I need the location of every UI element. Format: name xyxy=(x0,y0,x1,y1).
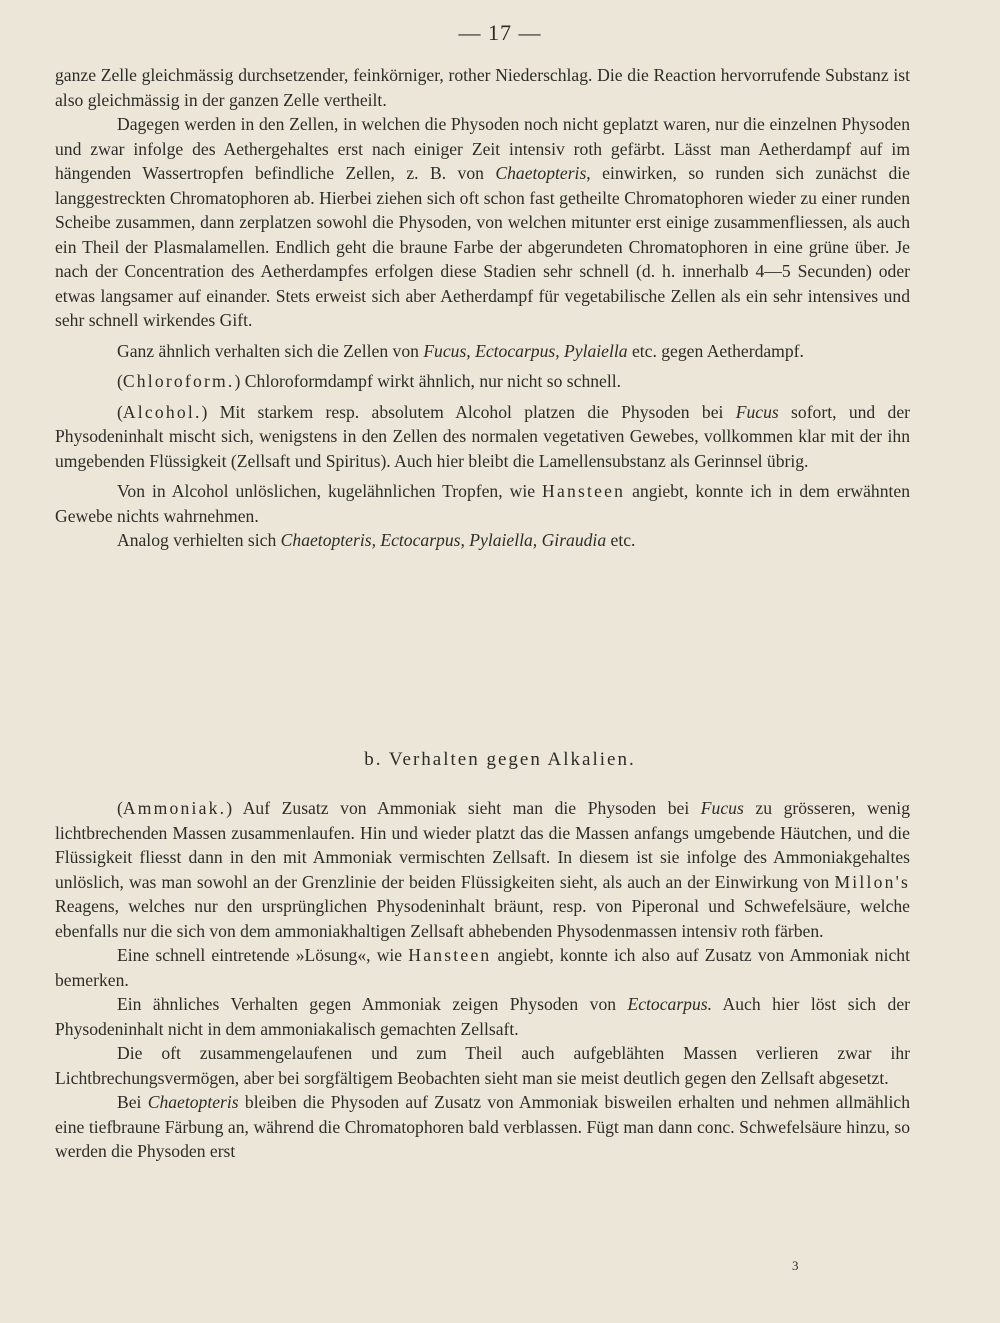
paragraph-7: Analog verhielten sich Chaetopteris, Ectocarpus, Pylaiella, Giraudia etc. xyxy=(117,530,636,550)
keyword-chloroform: Chloroform. xyxy=(122,371,235,391)
paragraph-6: Von in Alcohol unlöslichen, kugelähnlichen Tropfen, wie Hansteen angiebt, konnte ich in dem erwähnten Gewebe nichts wahrnehmen. xyxy=(55,481,910,526)
paragraph-3: Ganz ähnlich verhalten sich die Zellen von Fucus, Ectocarpus, Pylaiella etc. gegen Aetherdampf. xyxy=(117,340,804,361)
paragraph-1: ganze Zelle gleichmässig durchsetzender, feinkörniger, rother Niederschlag. Die die Reaction hervorrufende Substanz ist also gleichmässig in der ganzen Zelle vertheilt. xyxy=(55,65,910,110)
taxon-name: Fucus xyxy=(735,401,779,422)
paragraph-9: Eine schnell eintretende »Lösung«, wie Hansteen angiebt, konnte ich also auf Zusatz von Ammoniak nicht bemerken. xyxy=(55,945,910,990)
paragraph-ammoniak: (Ammoniak.) Auf Zusatz von Ammoniak sieht man die Physoden bei Fucus zu grösseren, wenig lichtbrechenden Massen zusammenlaufen. Hin und wieder platzt das die Massen anfangs umgebende Häutchen, und die Flüssigkeit fliesst dann in den mit Ammoniak vermischten Zellsaft. In diesem ist sie infolge des Ammoniakgehaltes unlöslich, was man sowohl an der Grenzlinie der beiden Flüssigkeiten sieht, als auch an der Einwirkung von Millon's Reagens, welches nur den ursprünglichen Physodeninhalt bräunt, resp. von Piperonal und Schwefelsäure, welche ebenfalls nur die sich von dem ammoniakhaltigen Zellsaft abhebenden Physodenmassen intensiv roth färben. xyxy=(55,798,910,941)
lower-text-block xyxy=(55,796,910,1164)
upper-text-block xyxy=(55,63,910,553)
signature-mark: 3 xyxy=(792,1258,799,1273)
taxon-name: Fucus xyxy=(700,798,744,818)
paragraph-12: Bei Chaetopteris bleiben die Physoden auf Zusatz von Ammoniak bisweilen erhalten und nehmen allmählich eine tiefbraune Färbung an, während die Chromatophoren bald verblassen. Fügt man dann conc. Schwefelsäure hinzu, so werden die Physoden erst xyxy=(55,1092,910,1161)
paragraph-11: Die oft zusammengelaufenen und zum Theil auch aufgeblähten Massen verlieren zwar ihr Lichtbrechungsvermögen, aber bei sorgfältigem Beobachten sieht man sie meist deutlich gegen den Zellsaft abgesetzt. xyxy=(55,1043,910,1088)
author-name: Hansteen xyxy=(542,481,626,501)
paragraph-chloroform: (Chloroform.) Chloroformdampf wirkt ähnlich, nur nicht so schnell. xyxy=(117,371,622,391)
page-number: — 17 — xyxy=(458,20,542,45)
paragraph-10: Ein ähnliches Verhalten gegen Ammoniak zeigen Physoden von Ectocarpus. Auch hier löst sich der Physodeninhalt nicht in dem ammoniakalisch gemachten Zellsaft. xyxy=(55,994,910,1039)
taxon-name: Chaetopteris xyxy=(495,163,587,183)
taxon-name: Chaetopteris xyxy=(147,1092,239,1112)
keyword-alcohol: Alcohol. xyxy=(122,401,202,422)
taxon-names: Fucus, Ectocarpus, Pylaiella xyxy=(423,340,628,361)
taxon-name: Ectocarpus. xyxy=(627,994,713,1014)
paragraph-alcohol: (Alcohol.) Mit starkem resp. absolutem Alcohol platzen die Physoden bei Fucus sofort, und der Physodeninhalt mischt sich, wenigstens in den Zellen des normalen vegetativen Gewebes, vollkommen klar mit der ihn umgebenden Flüssigkeit (Zellsaft und Spiritus). Auch hier bleibt die Lamellensubstanz als Gerinnsel übrig. xyxy=(55,401,910,471)
paragraph-2: Dagegen werden in den Zellen, in welchen die Physoden noch nicht geplatzt waren, nur die einzelnen Physoden und zwar infolge des Aethergehaltes erst nach einiger Zeit intensiv roth gefärbt. Lässt man Aetherdampf auf im hängenden Wassertropfen befindliche Zellen, z. B. von Chaetopteris, einwirken, so runden sich zunächst die langgestreckten Chromatophoren ab. Hierbei ziehen sich oft schon fast getheilte Chromatophoren wieder zu einer runden Scheibe zusammen, dann zerplatzen sowohl die Physoden, von welchen mitunter erst einige zusammenfliessen, als auch ein Theil der Plasmalamellen. Endlich geht die braune Farbe der abgerundeten Chromatophoren in eine grüne über. Je nach der Concentration des Aetherdampfes erfolgen diese Stadien sehr schnell (d. h. innerhalb 4—5 Secunden) oder etwas langsamer auf einander. Stets erweist sich aber Aetherdampf für vegetabilische Zellen als ein sehr intensives und sehr schnell wirkendes Gift. xyxy=(55,114,910,330)
taxon-names: Chaetopteris, Ectocarpus, Pylaiella, Giraudia xyxy=(280,530,607,550)
author-name: Millon's xyxy=(834,871,910,892)
author-name: Hansteen xyxy=(408,945,492,965)
section-heading: b. Verhalten gegen Alkalien. xyxy=(364,749,636,770)
keyword-ammoniak: Ammoniak. xyxy=(122,798,227,818)
